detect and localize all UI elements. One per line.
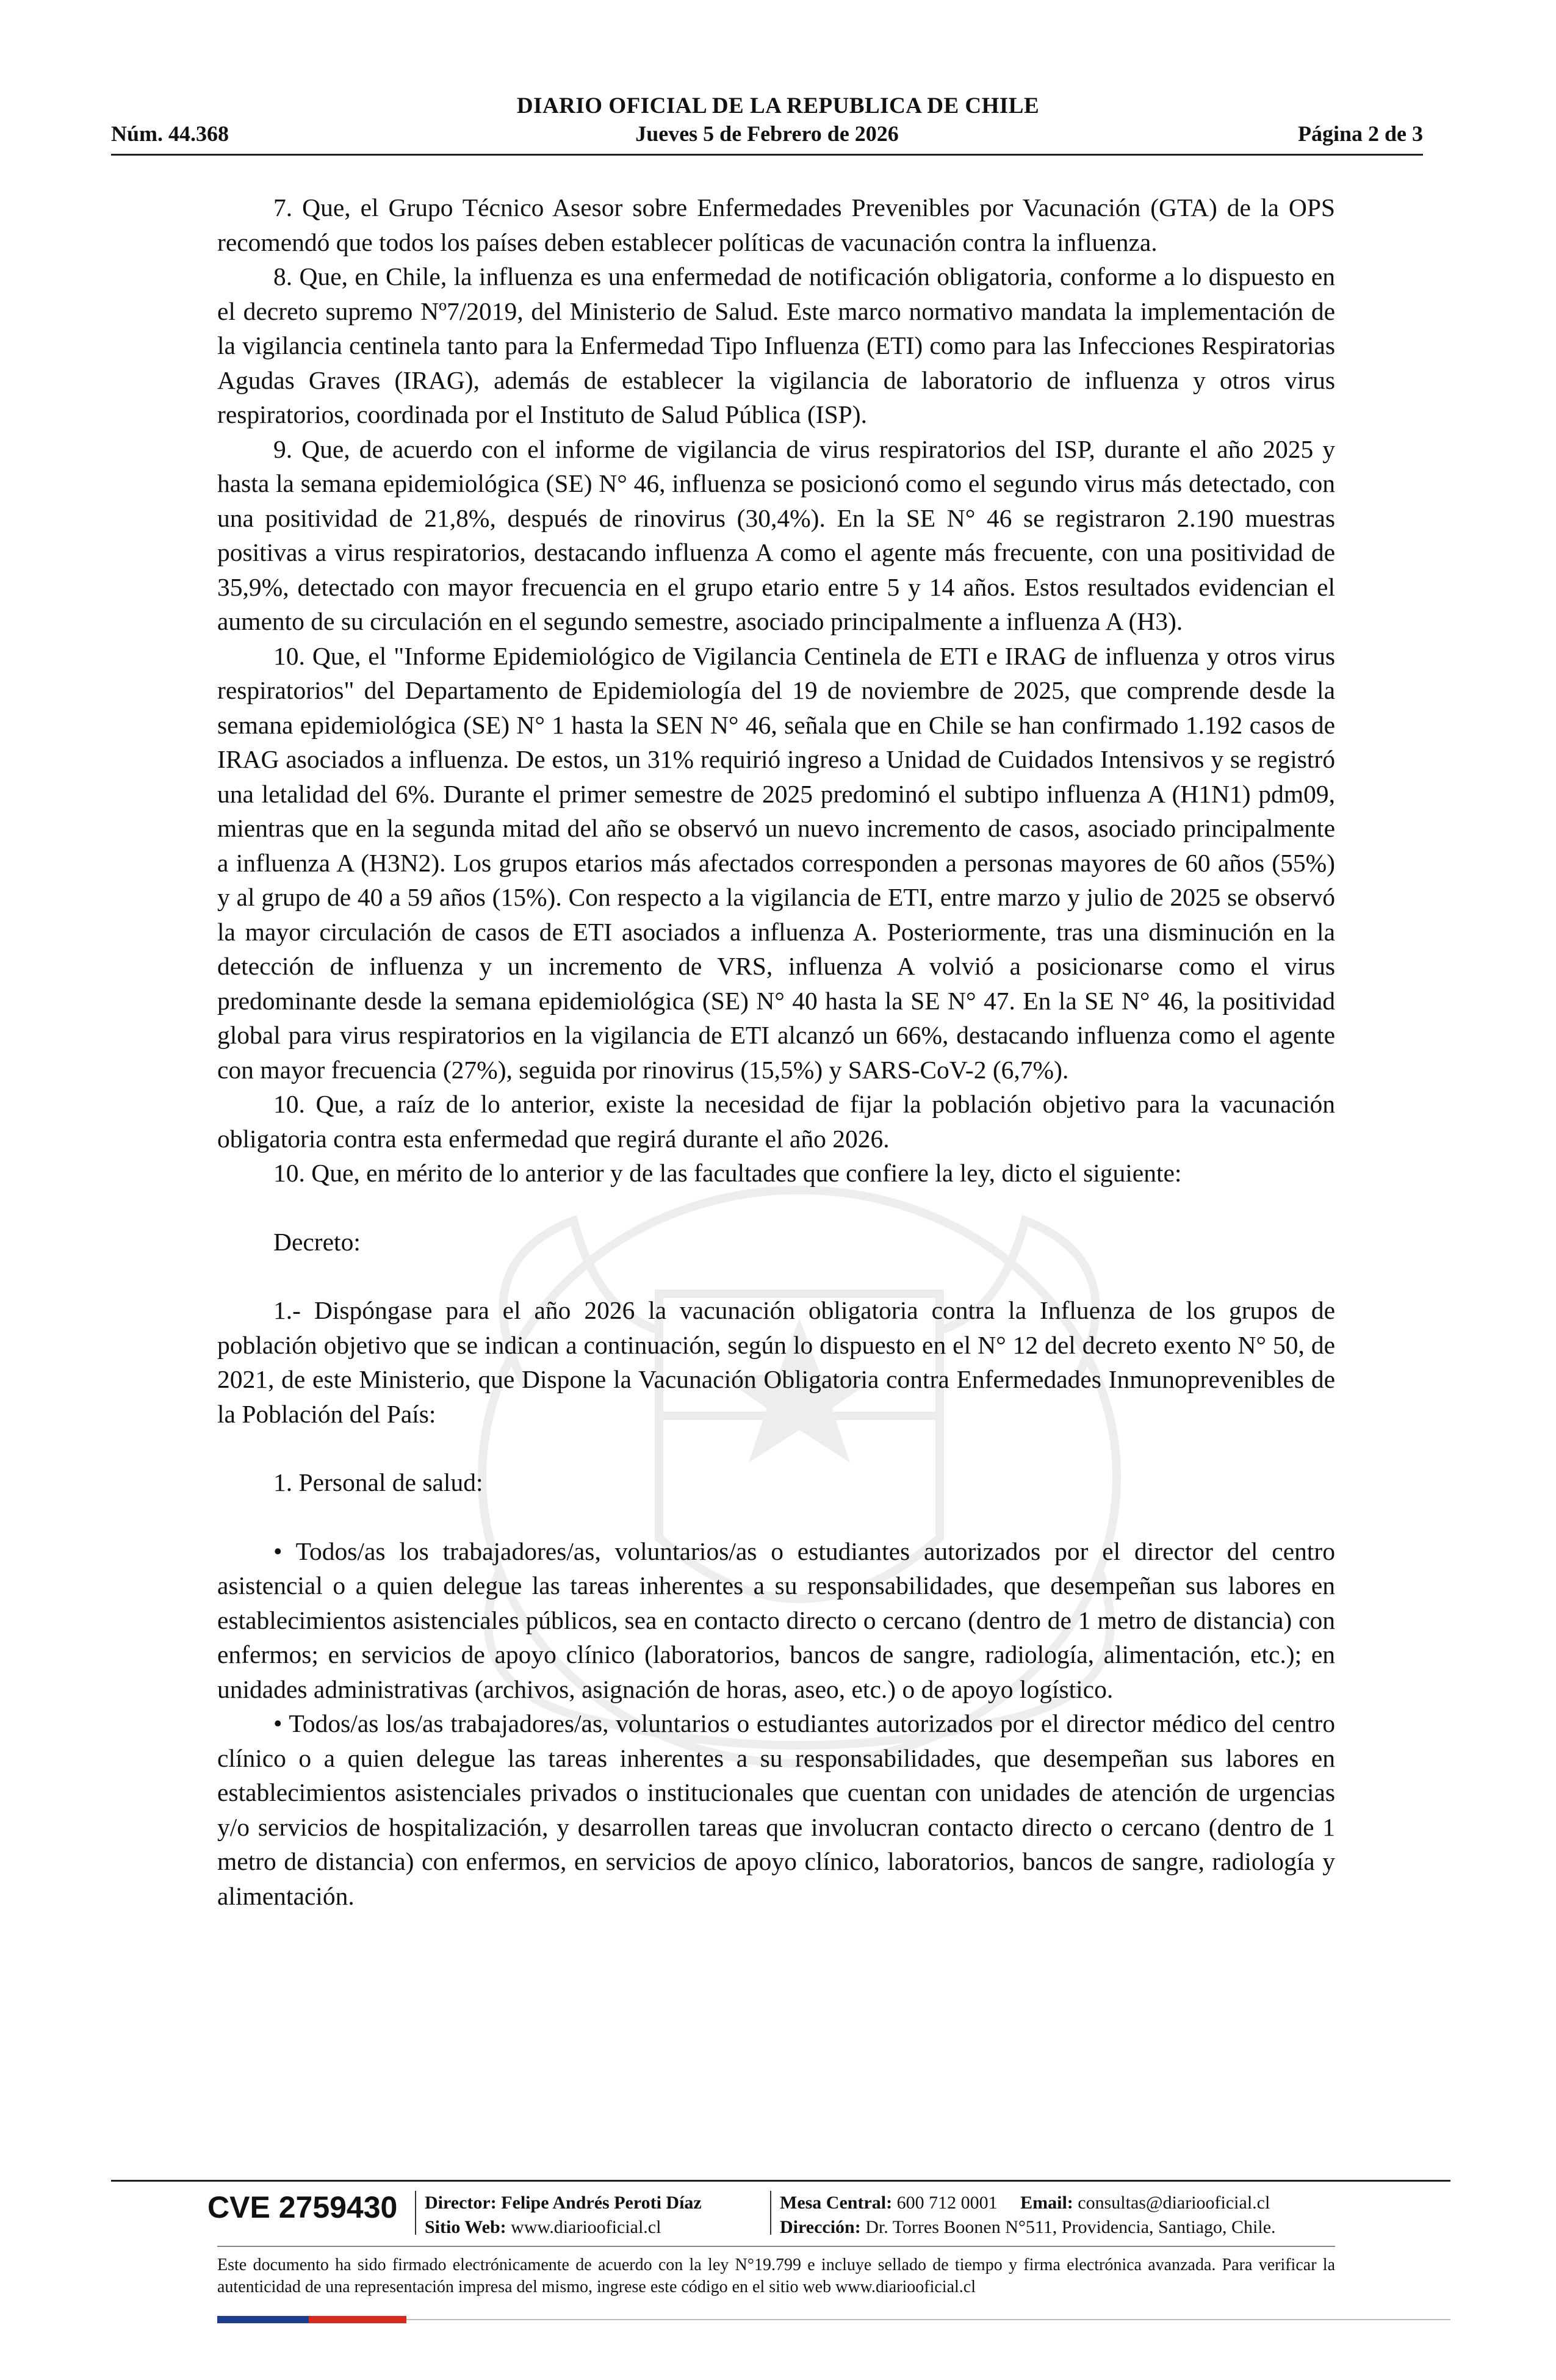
paragraph-7: 7. Que, el Grupo Técnico Asesor sobre Enfermedades Prevenibles por Vacunación (GTA) de la OPS recomendó que todos los países deben establecer políticas de vacunación contra la influenza. (217, 193, 1335, 256)
paragraph-10-population: 10. Que, a raíz de lo anterior, existe la necesidad de fijar la población objetivo para la vacunación obligatoria contra esta enfermedad que regirá durante el año 2026. (217, 1090, 1335, 1153)
footer-divider-top (111, 2180, 1450, 2182)
footer-divider-middle (217, 2246, 1335, 2247)
director-label: Director: Felipe Andrés Peroti Díaz (425, 2193, 702, 2213)
email-label: Email: (1020, 2193, 1073, 2213)
footer-director-block (425, 2191, 702, 2240)
cve-code: CVE 2759430 (207, 2190, 398, 2224)
issue-date: Jueves 5 de Febrero de 2026 (635, 121, 899, 146)
footer-divider-bottom (406, 2319, 1450, 2320)
website-label: Sitio Web: (425, 2217, 506, 2237)
issue-number: Núm. 44.368 (111, 121, 229, 146)
website-link[interactable]: www.diariooficial.cl (511, 2217, 661, 2237)
document-body (217, 190, 1335, 1913)
header-row (111, 121, 1423, 150)
address-value: Dr. Torres Boonen N°511, Providencia, Santiago, Chile. (865, 2217, 1276, 2237)
footer-contact-block (780, 2191, 1276, 2240)
footer-separator (770, 2191, 771, 2235)
flag-blue-segment (217, 2316, 309, 2323)
phone-value: 600 712 0001 (896, 2193, 998, 2213)
email-link[interactable]: consultas@diariooficial.cl (1078, 2193, 1270, 2213)
bullet-private-establishments: • Todos/as los/as trabajadores/as, voluntarios o estudiantes autorizados por el director médico del centro clínico o a quien delegue las tareas inherentes a su responsabilidades, que desempeñan sus labores en establecimientos asistenciales privados o institucionales que cuentan con unidades de atención de urgencias y/o servicios de hospitalización, y desarrollen tareas que involucran contacto directo o cercano (dentro de 1 metro de distancia) con enfermos, en servicios de apoyo clínico, laboratorios, bancos de sangre, radiología y alimentación. (217, 1709, 1335, 1910)
paragraph-10-report: 10. Que, el "Informe Epidemiológico de Vigilancia Centinela de ETI e IRAG de influenza y otros virus respiratorios" del Departamento de Epidemiología del 19 de noviembre de 2025, que comprende desde la semana epidemiológica (SE) N° 1 hasta la SEN N° 46, señala que en Chile se han confirmado 1.192 casos de IRAG asociados a influenza. De estos, un 31% requirió ingreso a Unidad de Cuidados Intensivos y se registró una letalidad del 6%. Durante el primer semestre de 2025 predominó el subtipo influenza A (H1N1) pdm09, mientras que en la segunda mitad del año se observó un nuevo incremento de casos, asociado principalmente a influenza A (H3N2). Los grupos etarios más afectados corresponden a personas mayores de 60 años (55%) y al grupo de 40 a 59 años (15%). Con respecto a la vigilancia de ETI, entre marzo y julio de 2025 se observó la mayor circulación de casos de ETI asociados a influenza A. Posteriormente, tras una disminución en la detección de influenza y un incremento de VRS, influenza A volvió a posicionarse como el virus predominante desde la semana epidemiológica (SE) N° 40 hasta la SE N° 47. En la SE N° 46, la positividad global para virus respiratorios en la vigilancia de ETI alcanzó un 66%, destacando influenza como el agente con mayor frecuencia (27%), seguida por rinovirus (15,5%) y SARS-CoV-2 (6,7%). (217, 641, 1335, 1084)
paragraph-10-merit: 10. Que, en mérito de lo anterior y de las facultades que confiere la ley, dicto el siguiente: (273, 1159, 1182, 1187)
electronic-signature-note: Este documento ha sido firmado electrónicamente de acuerdo con la ley N°19.799 e incluye sellado de tiempo y firma electrónica avanzada. Para verificar la autenticidad de una representación impresa del mismo, ingrese este código en el sitio web www.diariooficial.cl (217, 2256, 1335, 2296)
gazette-title: DIARIO OFICIAL DE LA REPUBLICA DE CHILE (516, 93, 1040, 118)
address-label: Dirección: (780, 2217, 861, 2237)
decree-heading: Decreto: (273, 1227, 361, 1256)
paragraph-9: 9. Que, de acuerdo con el informe de vigilancia de virus respiratorios del ISP, durante el año 2025 y hasta la semana epidemiológica (SE) N° 46, influenza se posicionó como el segundo virus más detectado, con una positividad de 21,8%, después de rinovirus (30,4%). En la SE N° 46 se registraron 2.190 muestras positivas a virus respiratorios, destacando influenza A como el agente más frecuente, con una positividad de 35,9%, detectado con mayor frecuencia en el grupo etario entre 5 y 14 años. Estos resultados evidencian el aumento de su circulación en el segundo semestre, asociado principalmente a influenza A (H3). (217, 435, 1335, 635)
section-health-personnel: 1. Personal de salud: (273, 1468, 483, 1496)
article-1: 1.- Dispóngase para el año 2026 la vacunación obligatoria contra la Influenza de los grupos de población objetivo que se indican a continuación, según lo dispuesto en el N° 12 del decreto exento N° 50, de 2021, de este Ministerio, que Dispone la Vacunación Obligatoria contra Enfermedades Inmunoprevenibles de la Población del País: (217, 1296, 1335, 1428)
bullet-public-establishments: • Todos/as los trabajadores/as, voluntarios/as o estudiantes autorizados por el director del centro asistencial o a quien delegue las tareas inherentes a su responsabilidades, que desempeñan sus labores en establecimientos asistenciales públicos, sea en contacto directo o cercano (dentro de 1 metro de distancia) con enfermos; en servicios de apoyo clínico (laboratorios, bancos de sangre, radiología, alimentación, etc.); en unidades administrativas (archivos, asignación de horas, aseo, etc.) o de apoyo logístico. (217, 1537, 1335, 1703)
header-divider (111, 154, 1423, 156)
phone-label: Mesa Central: (780, 2193, 893, 2213)
page-indicator: Página 2 de 3 (1297, 121, 1423, 146)
chile-flag-stripe (217, 2316, 406, 2323)
paragraph-8: 8. Que, en Chile, la influenza es una enfermedad de notificación obligatoria, conforme a lo dispuesto en el decreto supremo Nº7/2019, del Ministerio de Salud. Este marco normativo mandata la implementación de la vigilancia centinela tanto para la Enfermedad Tipo Influenza (ETI) como para las Infecciones Respiratorias Agudas Graves (IRAG), además de establecer la vigilancia de laboratorio de influenza y otros virus respiratorios, coordinada por el Instituto de Salud Pública (ISP). (217, 262, 1335, 428)
footer-separator (415, 2191, 416, 2235)
flag-red-segment (309, 2316, 406, 2323)
